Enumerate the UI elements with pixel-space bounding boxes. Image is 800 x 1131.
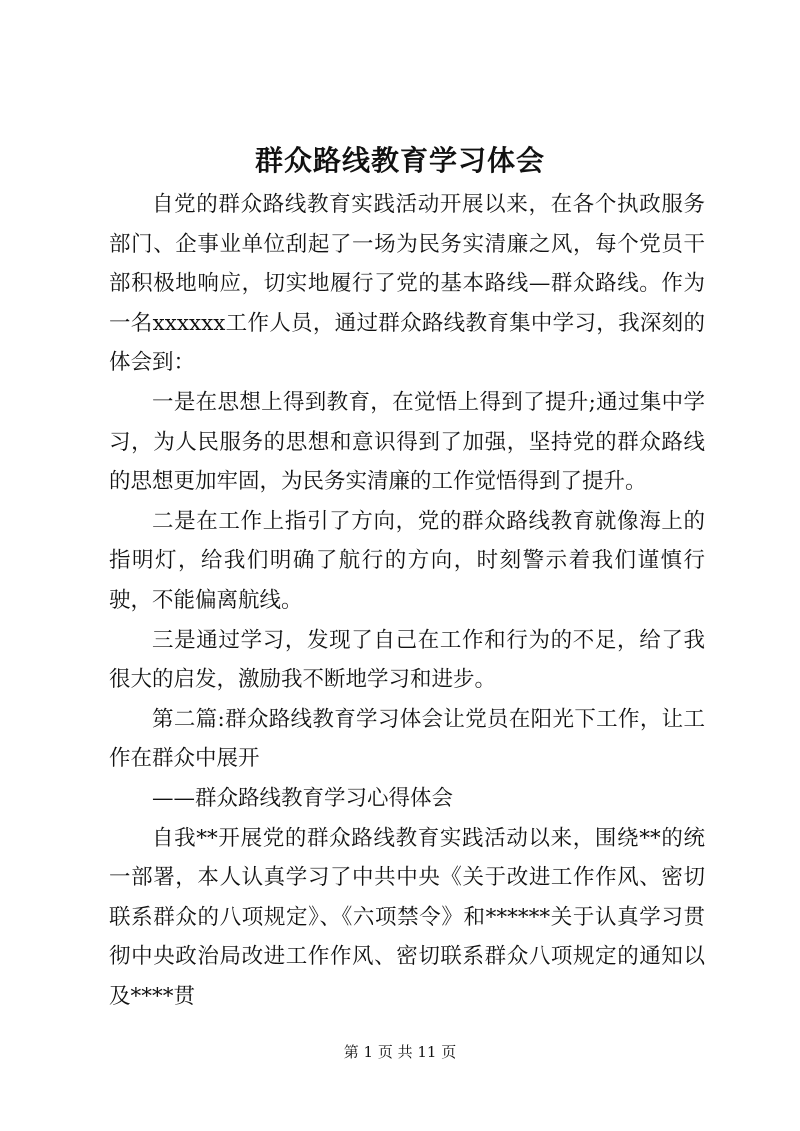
document-body bbox=[109, 185, 705, 1016]
paragraph-intro: 自党的群众路线教育实践活动开展以来，在各个执政服务部门、企事业单位刮起了一场为民务实清廉之风，每个党员干部积极地响应，切实地履行了党的基本路线—群众路线。作为一名xxxxxx工作人员，通过群众路线教育集中学习，我深刻的体会到： bbox=[109, 192, 705, 376]
document-title: 群众路线教育学习体会 bbox=[254, 144, 545, 177]
second-article-subtitle: ——群众路线教育学习心得体会 bbox=[152, 785, 454, 811]
page-footer: 第 1 页 共 11 页 bbox=[343, 1043, 457, 1061]
second-article-paragraph: 自我**开展党的群众路线教育实践活动以来，围绕**的统一部署，本人认真学习了中共中央《关于改进工作作风、密切联系群众的八项规定》、《六项禁令》和******关于认真学习贯彻中央政治局改进工作作风、密切联系群众八项规定的通知以及****贯 bbox=[109, 825, 705, 1009]
paragraph-point-two: 二是在工作上指引了方向，党的群众路线教育就像海上的指明灯，给我们明确了航行的方向，时刻警示着我们谨慎行驶，不能偏离航线。 bbox=[109, 508, 705, 613]
paragraph-point-three: 三是通过学习，发现了自己在工作和行为的不足，给了我很大的启发，激励我不断地学习和进步。 bbox=[109, 627, 705, 693]
paragraph-point-one: 一是在思想上得到教育，在觉悟上得到了提升;通过集中学习，为人民服务的思想和意识得到了加强，坚持党的群众路线的思想更加牢固，为民务实清廉的工作觉悟得到了提升。 bbox=[109, 389, 705, 495]
second-article-heading: 第二篇:群众路线教育学习体会让党员在阳光下工作，让工作在群众中展开 bbox=[109, 706, 705, 772]
